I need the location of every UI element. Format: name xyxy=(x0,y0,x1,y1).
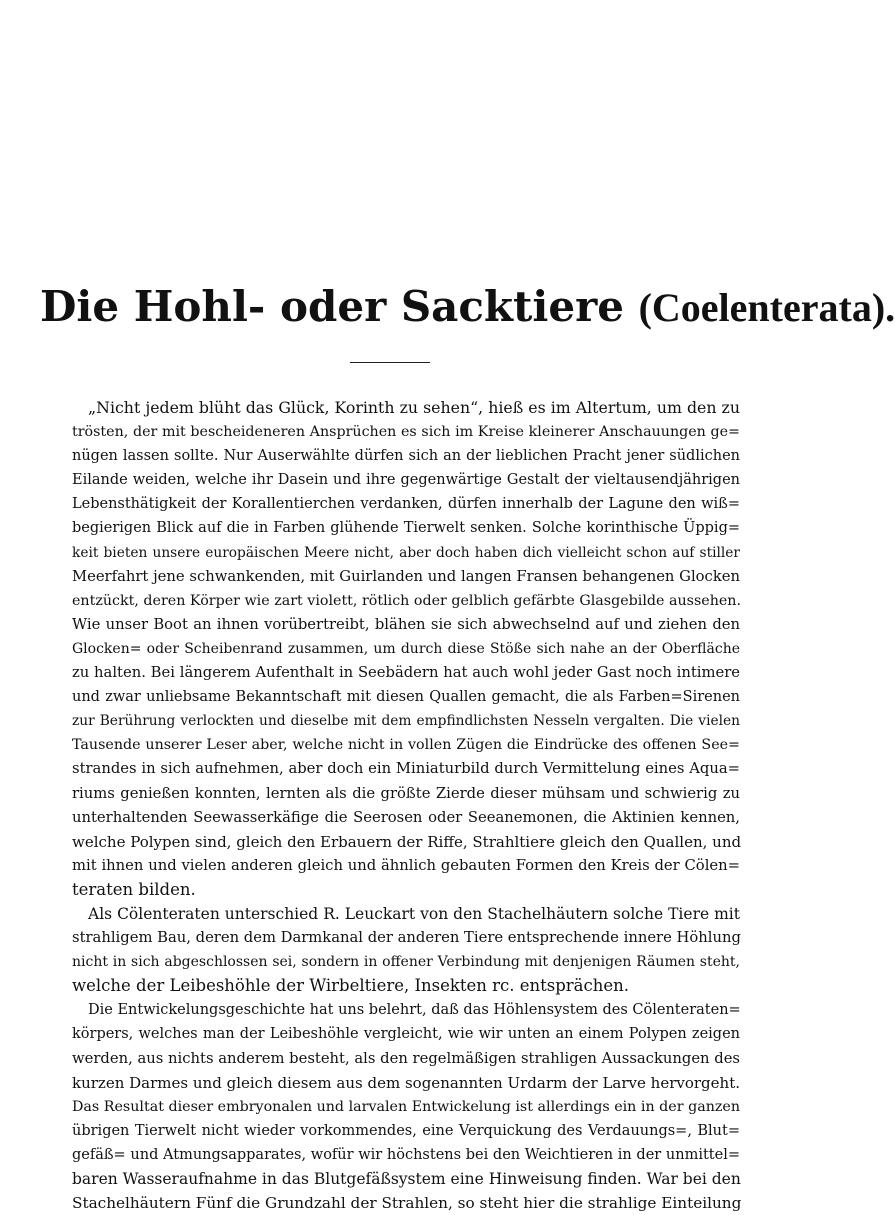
text-line: Die Entwickelungsgeschichte hat uns belehrt, daß das Höhlensystem des Cölenteraten= xyxy=(88,1002,741,1019)
text-line: körpers, welches man der Leibeshöhle vergleicht, wie wir unten an einem Polypen zeigen xyxy=(72,1026,740,1043)
text-line: nicht in sich abgeschlossen sei, sondern in offener Verbindung mit denjenigen Räumen steht, xyxy=(72,954,740,971)
text-line: mit ihnen und vielen anderen gleich und ähnlich gebauten Formen den Kreis der Cölen= xyxy=(72,856,740,874)
text-line: begierigen Blick auf die in Farben glühende Tierwelt senken. Solche korinthische Üppig= xyxy=(72,520,740,537)
text-line: übrigen Tierwelt nicht wieder vorkommendes, eine Verquickung des Verdauungs=, Blut= xyxy=(72,1122,740,1139)
text-line: Wie unser Boot an ihnen vorübertreibt, blähen sie sich abwechselnd auf und ziehen den xyxy=(72,615,740,633)
text-line: und zwar unliebsame Bekanntschaft mit diesen Quallen gemacht, die als Farben=Sirenen xyxy=(72,689,740,706)
chapter-title-latin: (Coelenterata). xyxy=(638,285,895,330)
title-divider xyxy=(350,362,430,363)
paragraph xyxy=(72,396,740,902)
text-line: kurzen Darmes und gleich diesem aus dem sogenannten Urdarm der Larve hervorgeht. xyxy=(72,1073,740,1092)
paragraph xyxy=(72,902,740,998)
text-line: zur Berührung verlockten und dieselbe mit dem empfindlichsten Nesseln vergalten. Die vielen xyxy=(72,713,740,730)
text-line: trösten, der mit bescheideneren Ansprüchen es sich im Kreise kleinerer Anschauungen ge= xyxy=(72,424,740,441)
text-line: Stachelhäutern Fünf die Grundzahl der Strahlen, so steht hier die strahlige Einteilung xyxy=(72,1194,742,1213)
text-line: entzückt, deren Körper wie zart violett, rötlich oder gelblich gefärbte Glasgebilde aussehen. xyxy=(72,592,742,609)
text-line: Tausende unserer Leser aber, welche nicht in vollen Zügen die Eindrücke des offenen See= xyxy=(72,737,740,754)
text-line: zu halten. Bei längerem Aufenthalt in Seebädern hat auch wohl jeder Gast noch intimere xyxy=(72,664,740,682)
body-text xyxy=(72,396,740,1215)
text-line: Glocken= oder Scheibenrand zusammen, um durch diese Stöße sich nahe an der Oberfläche xyxy=(72,640,740,657)
paragraph xyxy=(72,998,740,1215)
text-line: strandes in sich aufnehmen, aber doch ein Miniaturbild durch Vermittelung eines Aqua= xyxy=(72,760,740,778)
text-line: gefäß= und Atmungsapparates, wofür wir höchstens bei den Weichtieren in der unmittel= xyxy=(72,1146,740,1163)
text-line: unterhaltenden Seewasserkäfige die Seerosen oder Seeanemonen, die Aktinien kennen, xyxy=(72,808,740,826)
text-line: Meerfahrt jene schwankenden, mit Guirlanden und langen Fransen behangenen Glocken xyxy=(72,567,740,585)
chapter-title xyxy=(40,282,895,331)
text-line: werden, aus nichts anderem besteht, als den regelmäßigen strahligen Aussackungen des xyxy=(72,1049,740,1067)
text-line: baren Wasseraufnahme in das Blutgefäßsystem eine Hinweisung finden. War bei den xyxy=(72,1170,741,1188)
text-line: Eilande weiden, welche ihr Dasein und ihre gegenwärtige Gestalt der vieltausendjährigen xyxy=(72,472,740,489)
text-line: „Nicht jedem blüht das Glück, Korinth zu sehen“, hieß es im Altertum, um den zu xyxy=(88,398,740,417)
text-line: riums genießen konnten, lernten als die größte Zierde dieser mühsam und schwierig zu xyxy=(72,784,740,802)
text-line: welche der Leibeshöhle der Wirbeltiere, Insekten rc. entsprächen. xyxy=(72,976,630,996)
chapter-title-main: Die Hohl- oder Sacktiere xyxy=(40,282,624,331)
text-line: strahligem Bau, deren dem Darmkanal der anderen Tiere entsprechende innere Höhlung xyxy=(72,929,741,947)
text-line: welche Polypen sind, gleich den Erbauern der Riffe, Strahltiere gleich den Quallen, und xyxy=(72,832,742,851)
text-line: nügen lassen sollte. Nur Auserwählte dürfen sich an der lieblichen Pracht jener südlichen xyxy=(72,448,740,465)
text-line: Lebensthätigkeit der Korallentierchen verdanken, dürfen innerhalb der Lagune den wiß= xyxy=(72,496,740,513)
text-line: Als Cölenteraten unterschied R. Leuckart von den Stachelhäutern solche Tiere mit xyxy=(88,904,740,923)
text-line: Das Resultat dieser embryonalen und larvalen Entwickelung ist allerdings ein in der ganzen xyxy=(72,1098,740,1115)
text-line: teraten bilden. xyxy=(72,879,196,899)
text-line: keit bieten unsere europäischen Meere nicht, aber doch haben dich vielleicht schon auf stiller xyxy=(72,544,740,561)
